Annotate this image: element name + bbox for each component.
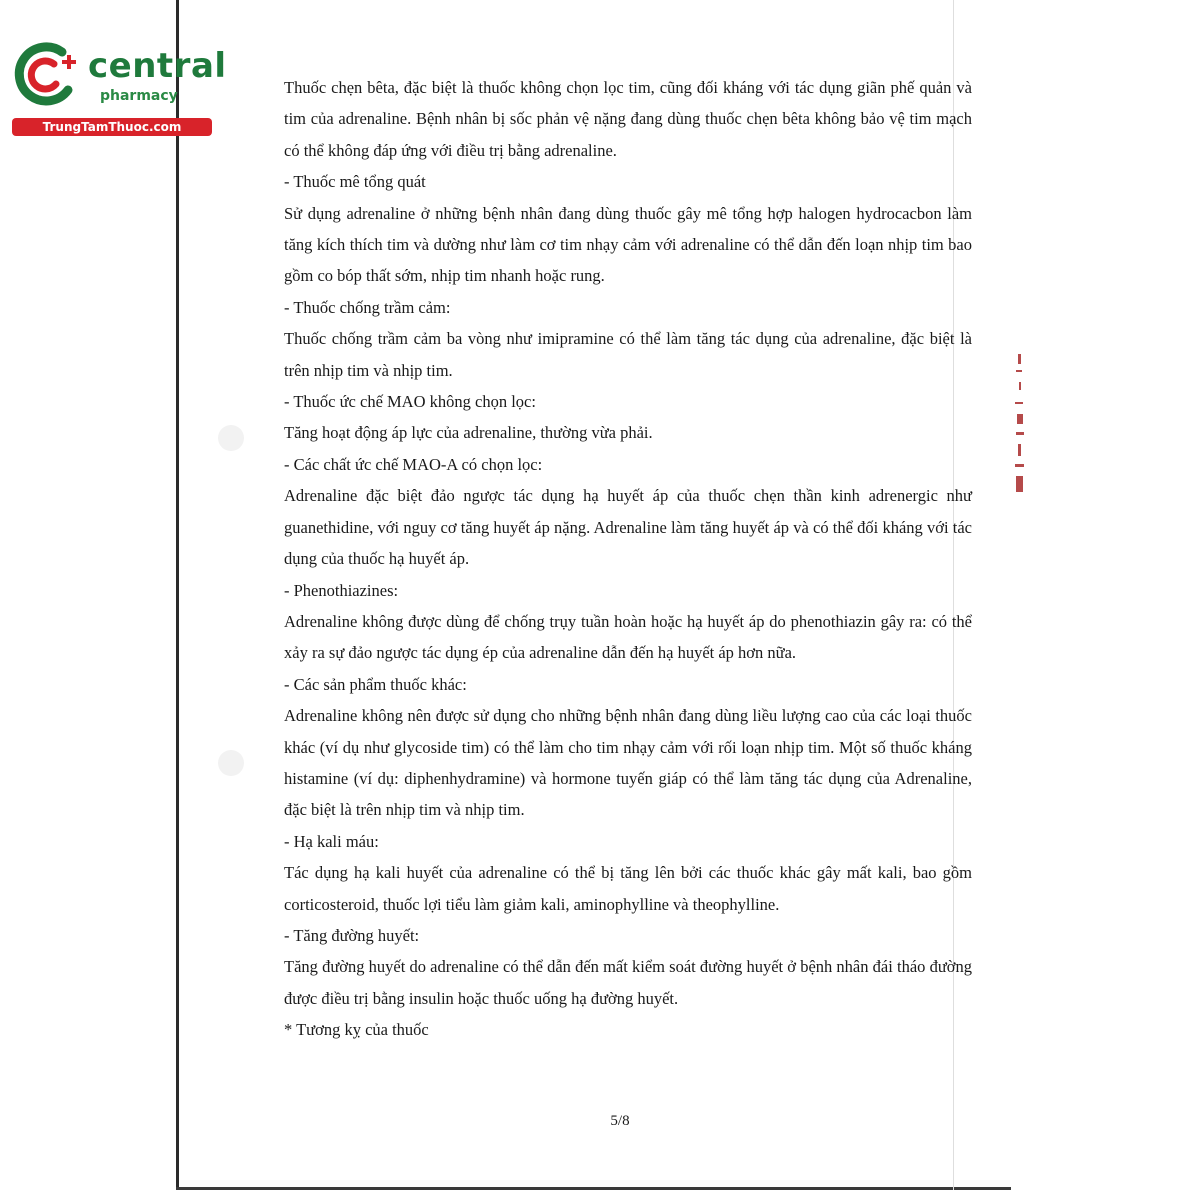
section-heading: - Thuốc chống trầm cảm: [284, 297, 451, 317]
body-paragraph: Adrenaline không được dùng để chống trụy tuần hoàn hoặc hạ huyết áp do phenothiazin gây ra: có thể xảy ra sự đảo ngược tác dụng ép của adrenaline dẫn đến hạ huyết áp hơn nữa. [284, 611, 972, 663]
body-paragraph: Thuốc chẹn bêta, đặc biệt là thuốc không chọn lọc tim, cũng đối kháng với tác dụng giãn phế quản và tim của adrenaline. Bệnh nhân bị sốc phản vệ nặng đang dùng thuốc chẹn bêta không bảo vệ tim mạch có thể không đáp ứng với điều trị bằng adrenaline. [284, 78, 972, 160]
punch-hole-shadow [218, 425, 244, 451]
body-paragraph: Sử dụng adrenaline ở những bệnh nhân đang dùng thuốc gây mê tổng hợp halogen hydrocacbon làm tăng kích thích tim và dường như làm cơ tim nhạy cảm với adrenaline có thể dẫn đến loạn nhịp tim bao gồm co bóp thất sớm, nhịp tim nhanh hoặc rung. [284, 203, 972, 286]
body-paragraph: Adrenaline không nên được sử dụng cho những bệnh nhân đang dùng liều lượng cao của các loại thuốc khác (ví dụ như glycoside tim) có thể làm cho tim nhạy cảm với rối loạn nhịp tim. Một số thuốc kháng histamine (ví dụ: diphenhydramine) và hormone tuyến giáp có thể làm tăng tác dụng của Adrenaline, đặc biệt là trên nhịp tim và nhịp tim. [284, 706, 972, 820]
scan-edge-bottom [176, 1187, 1011, 1190]
body-paragraph: Tăng đường huyết do adrenaline có thể dẫn đến mất kiểm soát đường huyết ở bệnh nhân đái tháo đường được điều trị bằng insulin hoặc thuốc uống hạ đường huyết. [284, 957, 972, 1008]
section-heading: * Tương kỵ của thuốc [284, 1020, 429, 1040]
section-heading: - Các sản phẩm thuốc khác: [284, 674, 467, 694]
body-paragraph: Adrenaline đặc biệt đảo ngược tác dụng hạ huyết áp của thuốc chẹn thần kinh adrenergic như guanethidine, với nguy cơ tăng huyết áp nặng. Adrenaline làm tăng huyết áp và có thể đối kháng với tác dụng của thuốc hạ huyết áp. [284, 486, 972, 569]
body-paragraph: Tác dụng hạ kali huyết của adrenaline có thể bị tăng lên bởi các thuốc khác gây mất kali, bao gồm corticosteroid, thuốc lợi tiểu làm giảm kali, aminophylline và theophylline. [284, 863, 972, 914]
section-heading: - Phenothiazines: [284, 580, 399, 600]
pharmacy-logo-icon [10, 38, 82, 110]
section-heading: - Hạ kali máu: [284, 831, 379, 851]
central-pharmacy-logo [10, 38, 227, 138]
section-heading: - Thuốc ức chế MAO không chọn lọc: [284, 392, 536, 412]
logo-subtitle: pharmacy [100, 88, 178, 104]
vertical-stamp-mark [1012, 352, 1028, 502]
logo-url: TrungTamThuoc.com [12, 118, 212, 136]
section-heading: - Các chất ức chế MAO-A có chọn lọc: [284, 454, 543, 474]
body-paragraph: Tăng hoạt động áp lực của adrenaline, thường vừa phải. [284, 423, 653, 443]
body-paragraph: Thuốc chống trầm cảm ba vòng như imipramine có thể làm tăng tác dụng của adrenaline, đặc biệt là trên nhịp tim và nhịp tim. [284, 329, 972, 380]
scan-edge-left [176, 0, 179, 1190]
punch-hole-shadow [218, 750, 244, 776]
section-heading: - Tăng đường huyết: [284, 925, 420, 945]
page-number: 5/8 [610, 1113, 630, 1129]
section-heading: - Thuốc mê tổng quát [284, 172, 426, 192]
logo-name: central [88, 46, 227, 86]
document-body [284, 72, 972, 1046]
